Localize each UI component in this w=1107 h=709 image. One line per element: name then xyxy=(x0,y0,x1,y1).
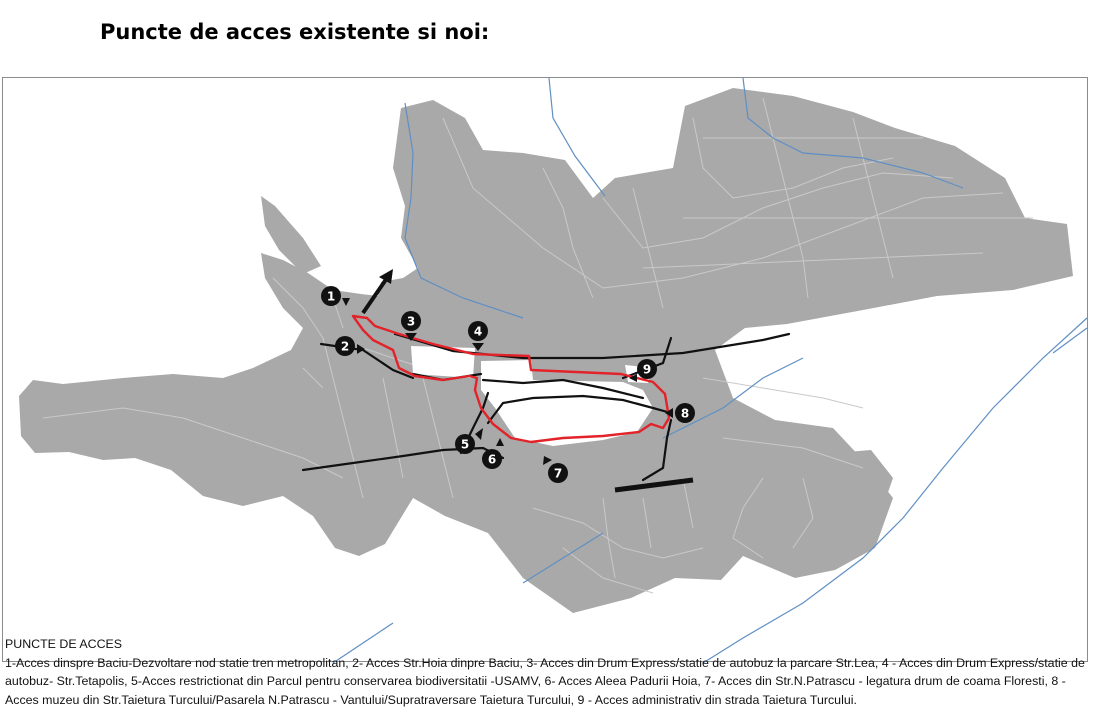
land-area xyxy=(19,88,1073,613)
access-point-label: 3 xyxy=(407,315,415,329)
map-legend xyxy=(5,635,1089,709)
access-point-label: 2 xyxy=(341,340,349,354)
access-point-label: 4 xyxy=(474,325,482,339)
legend-body: 1-Acces dinspre Baciu-Dezvoltare nod statie tren metropolitan, 2- Acces Str.Hoia dinpre Baciu, 3- Acces din Drum Express/statie de autobuz la parcare Str.Lea, 4 - Acces din Drum Express/statie de autobuz- Str.Tetapolis, 5-Acces restrictionat din Parcul pentru conservarea biodiversitatii -USAMV, 6- Acces Aleea Padurii Hoia, 7- Acces din Str.N.Patrascu - legatura drum de coama Floresti, 8 - Acces muzeu din Str.Taietura Turcului/Pasarela N.Patrascu - Vantului/Supratraversare Taietura Turcului, 9 - Acces administrativ din strada Taietura Turcului. xyxy=(5,654,1089,709)
page-title: Puncte de acces existente si noi: xyxy=(100,20,489,44)
access-map[interactable] xyxy=(3,78,1089,663)
legend-title: PUNCTE DE ACCES xyxy=(5,635,1089,654)
map-frame[interactable] xyxy=(2,77,1088,662)
access-point-label: 8 xyxy=(681,407,689,421)
access-point-label: 1 xyxy=(327,290,335,304)
access-point-label: 5 xyxy=(461,438,469,452)
access-point-label: 9 xyxy=(643,363,651,377)
access-point-label: 7 xyxy=(554,467,562,481)
access-point-label: 6 xyxy=(488,453,496,467)
